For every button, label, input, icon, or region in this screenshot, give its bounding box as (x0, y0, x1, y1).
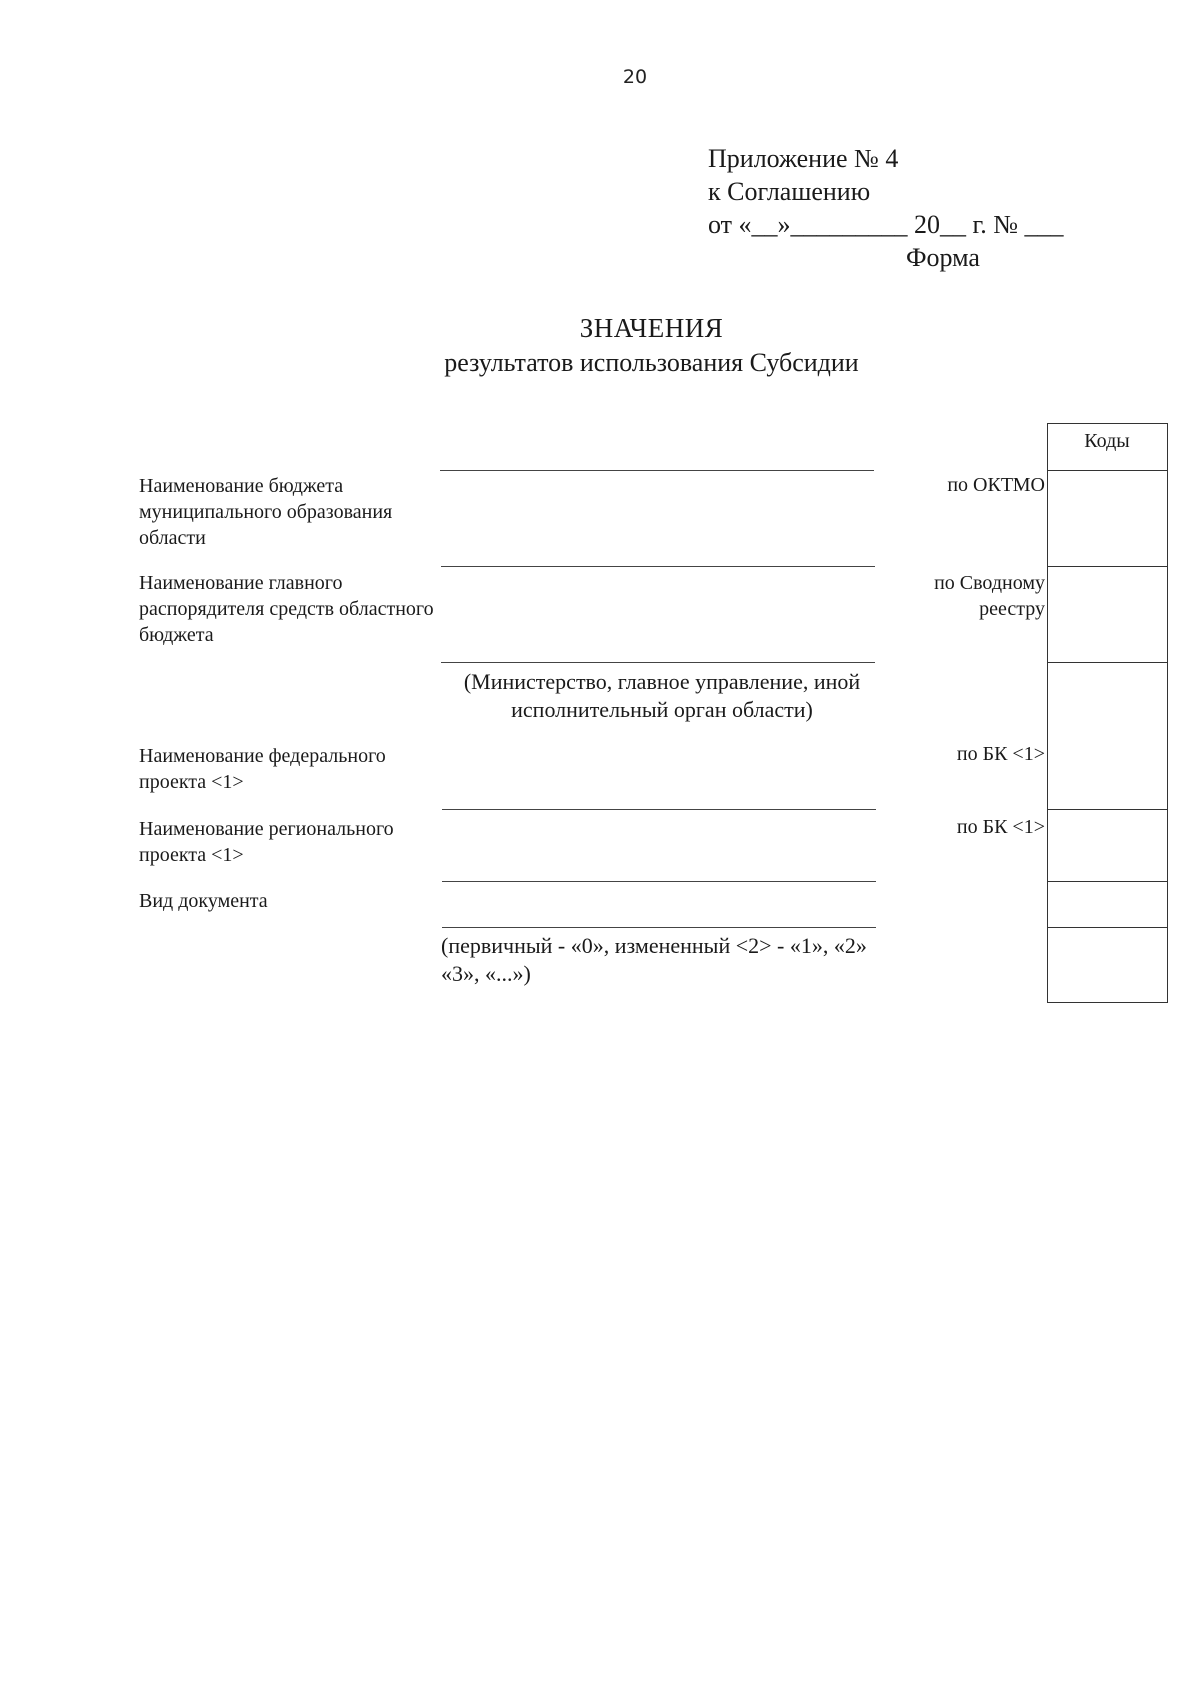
document-title: ЗНАЧЕНИЯ (579, 313, 724, 343)
budget-name-field[interactable] (440, 470, 874, 471)
appendix-header (708, 142, 1064, 274)
extra-code-cell[interactable] (1047, 881, 1167, 927)
appendix-agreement: к Соглашению (708, 177, 871, 206)
distributor-name-field[interactable] (441, 566, 875, 567)
distributor-caption: (Министерство, главное управление, иной исполнительный орган области) (463, 669, 861, 722)
federal-project-label: Наименование федерального проекта <1> (139, 745, 386, 793)
bk-regional-code-cell[interactable] (1047, 809, 1167, 881)
svodny-code-label-line2: реестру (979, 598, 1045, 620)
regional-project-field[interactable] (442, 881, 876, 882)
bk-federal-code-label: по БК <1> (956, 743, 1045, 765)
document-type-code-cell[interactable] (1047, 927, 1167, 1002)
distributor-name-label: Наименование главного распорядителя средств областного бюджета (139, 572, 434, 646)
svodny-code-cell[interactable] (1047, 566, 1167, 662)
federal-project-field[interactable] (442, 809, 876, 810)
appendix-date-number: от «__»_________ 20__ г. № ___ (708, 210, 1064, 239)
svodny-code-label-line1: по Сводному (934, 572, 1045, 594)
budget-name-label: Наименование бюджета муниципального образования области (139, 475, 393, 549)
document-subtitle: результатов использования Субсидии (444, 348, 859, 377)
distributor-name-field-line2[interactable] (441, 662, 875, 663)
bk-regional-code-label: по БК <1> (956, 816, 1045, 838)
form-label: Форма (906, 243, 980, 272)
document-type-field[interactable] (442, 927, 876, 928)
oktmo-code-label: по ОКТМО (947, 474, 1045, 496)
regional-project-label: Наименование регионального проекта <1> (139, 818, 394, 866)
appendix-number: Приложение № 4 (708, 144, 899, 173)
bk-federal-code-cell[interactable] (1047, 662, 1167, 809)
document-type-caption: (первичный - «0», измененный <2> - «1», «2» «3», «...») (441, 933, 867, 986)
codes-header: Коды (1084, 430, 1130, 452)
document-type-label: Вид документа (139, 890, 268, 912)
page-number: 20 (622, 66, 648, 88)
oktmo-code-cell[interactable] (1047, 470, 1167, 566)
